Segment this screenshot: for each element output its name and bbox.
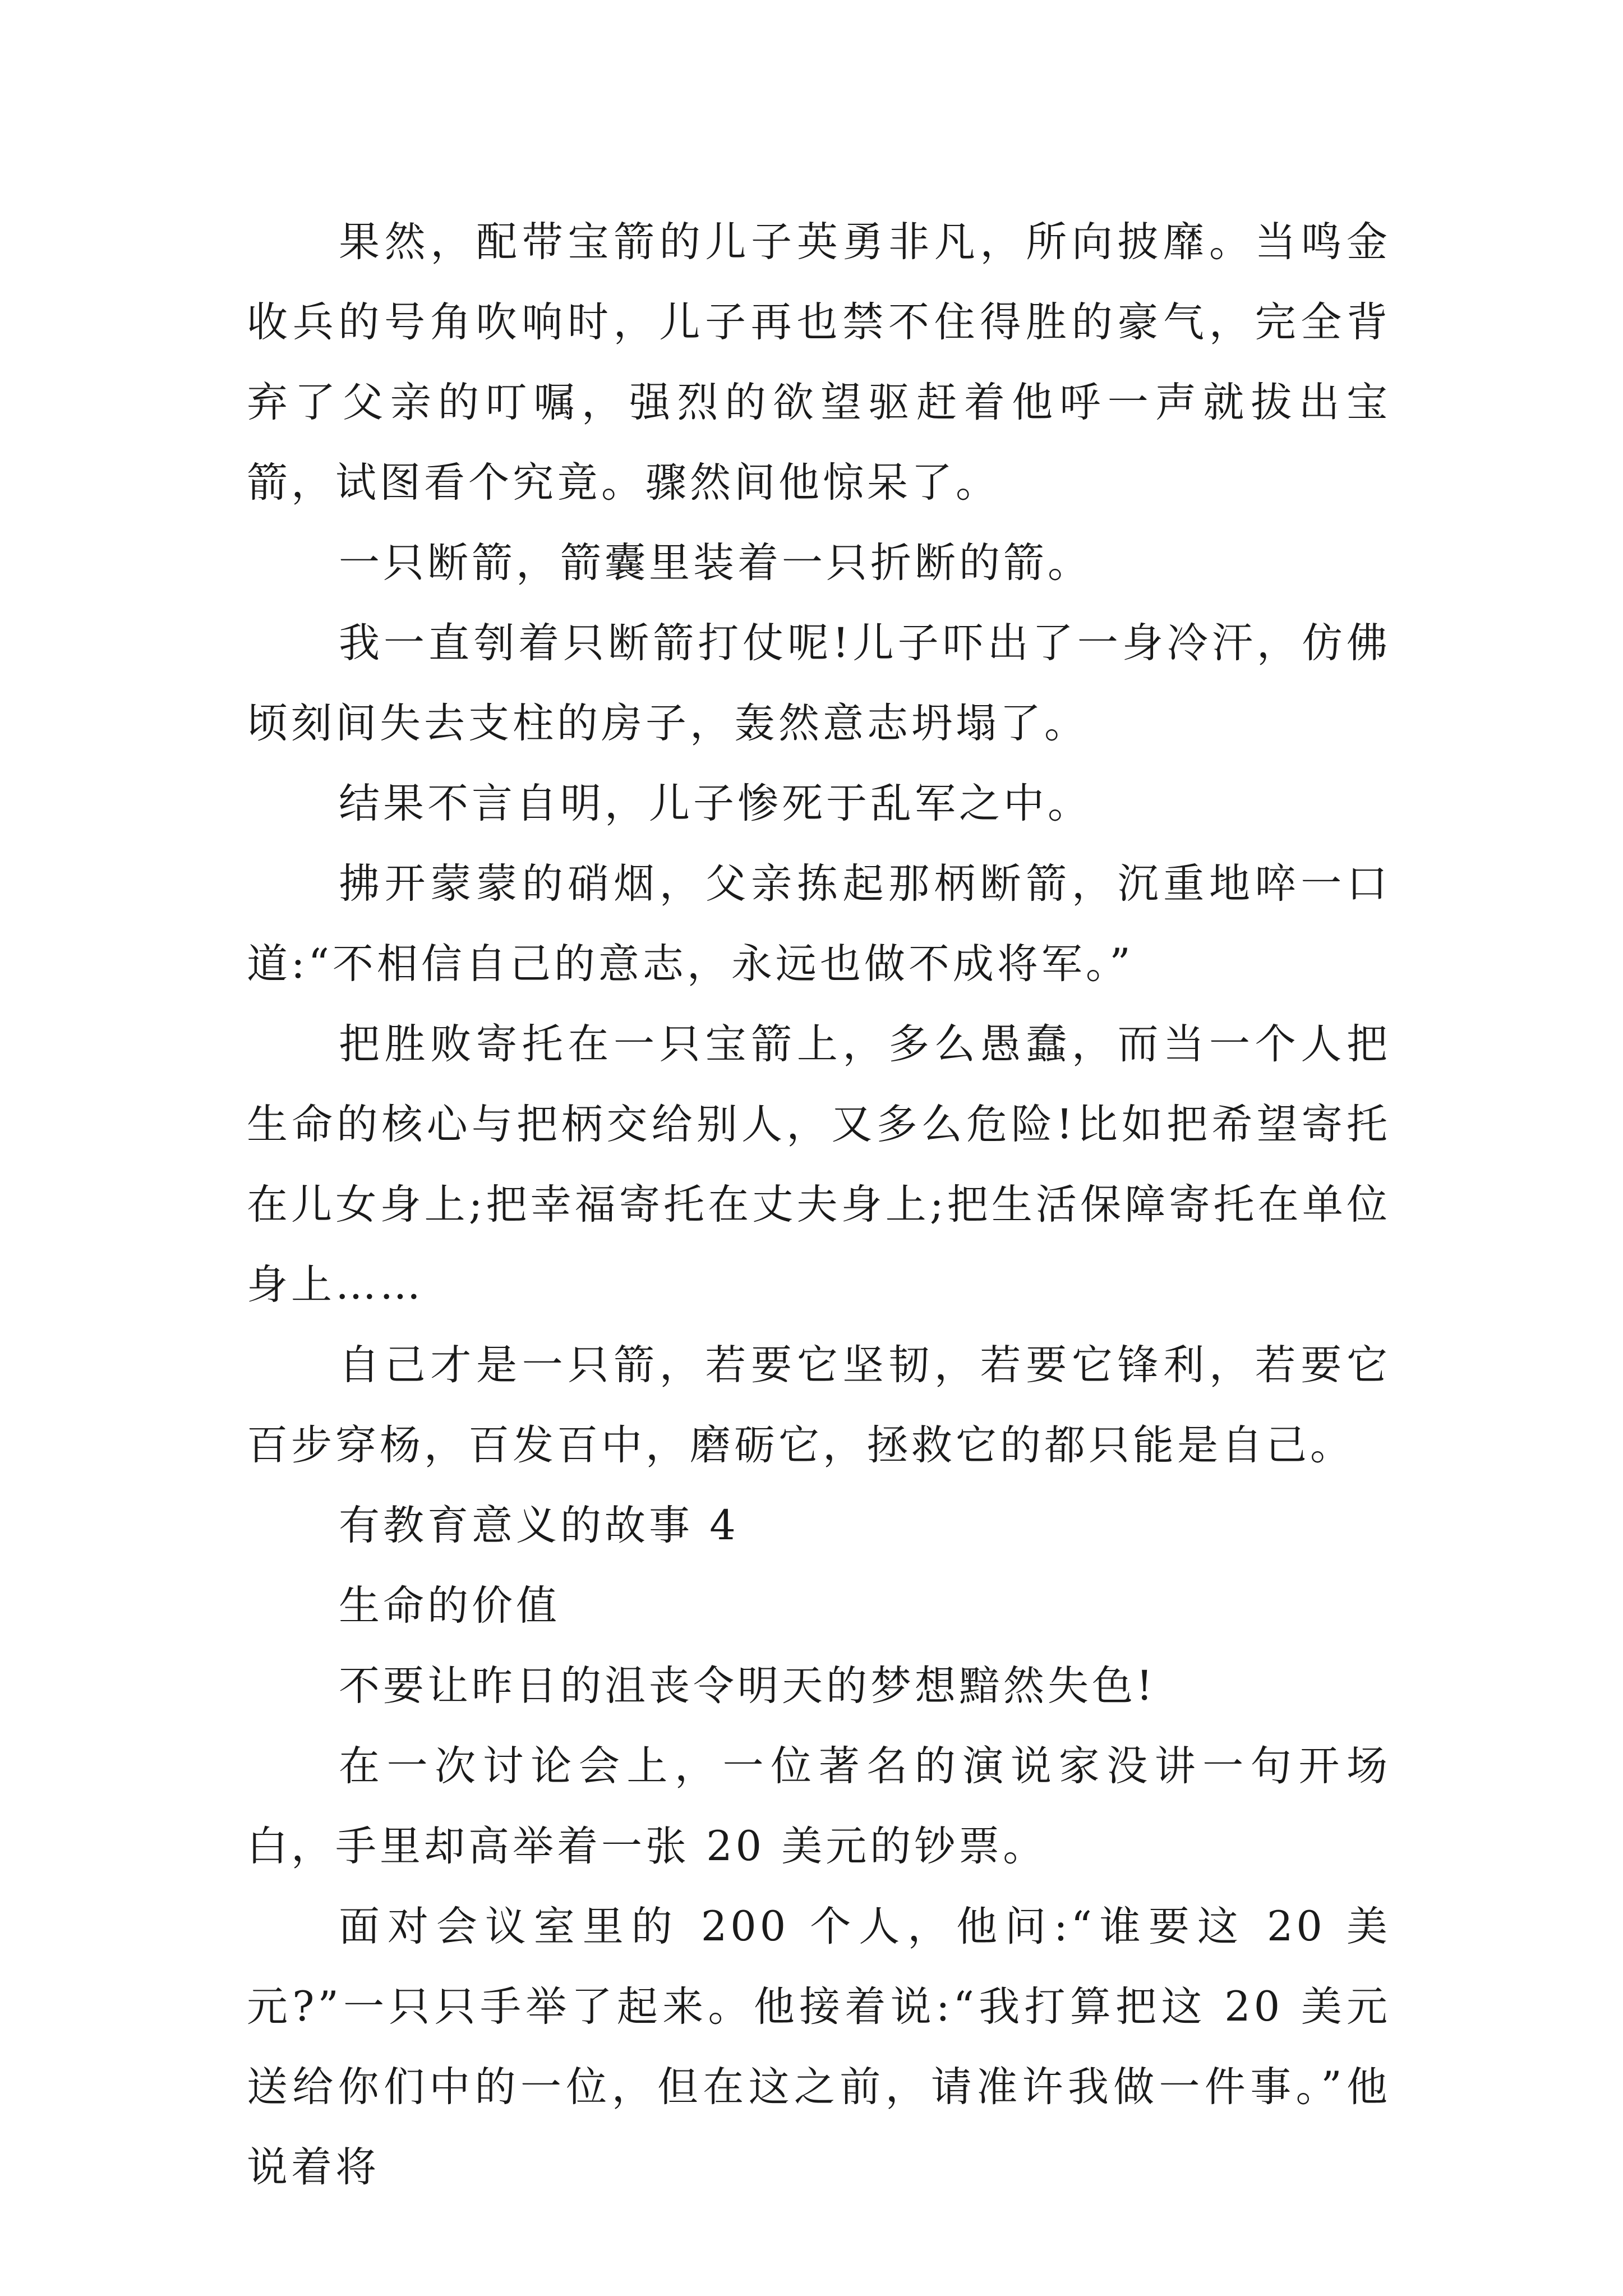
paragraph-broken-arrow: 一只断箭，箭囊里装着一只折断的箭。 (339, 539, 1092, 587)
paragraph-son-dies: 结果不言自明，儿子惨死于乱军之中。 (339, 780, 1092, 827)
paragraph-son-frightened: 我一直刳着只断箭打仗呢!儿子吓出了一身冷汗，仿佛顷刻间失去支柱的房子，轰然意志坍塌了。 (247, 619, 1391, 747)
paragraph-speaker-asks: 面对会议室里的 200 个人，他问:“谁要这 20 美元?”一只只手举了起来。他接着说:“我打算把这 20 美元送给你们中的一位，但在这之前，请准许我做一件事。”他说着将 (247, 1903, 1391, 2191)
paragraph-speaker-holds-bill: 在一次讨论会上，一位著名的演说家没讲一句开场白，手里却高举着一张 20 美元的钞票。 (247, 1742, 1391, 1870)
document-page (247, 202, 1391, 2207)
story-subtitle: 不要让昨日的沮丧令明天的梦想黯然失色! (339, 1662, 1156, 1710)
section-title: 有教育意义的故事 4 (339, 1502, 739, 1549)
paragraph-father-speaks: 拂开蒙蒙的硝烟，父亲拣起那柄断箭，沉重地啐一口道:“不相信自己的意志，永远也做不成将军。” (247, 860, 1391, 988)
paragraph-conclusion: 自己才是一只箭，若要它坚韧，若要它锋利，若要它百步穿杨，百发百中，磨砺它，拯救它的都只能是自己。 (247, 1341, 1391, 1469)
paragraph-son-opens-quiver: 果然，配带宝箭的儿子英勇非凡，所向披靡。当鸣金收兵的号角吹响时，儿子再也禁不住得胜的豪气，完全背弃了父亲的叮嘱，强烈的欲望驱赶着他呼一声就拔出宝箭，试图看个究竟。骤然间他惊呆了。 (247, 218, 1391, 507)
story-title: 生命的价值 (339, 1582, 560, 1630)
paragraph-moral: 把胜败寄托在一只宝箭上，多么愚蠢，而当一个人把生命的核心与把柄交给别人，又多么危险!比如把希望寄托在儿女身上;把幸福寄托在丈夫身上;把生活保障寄托在单位身上…… (247, 1020, 1391, 1309)
